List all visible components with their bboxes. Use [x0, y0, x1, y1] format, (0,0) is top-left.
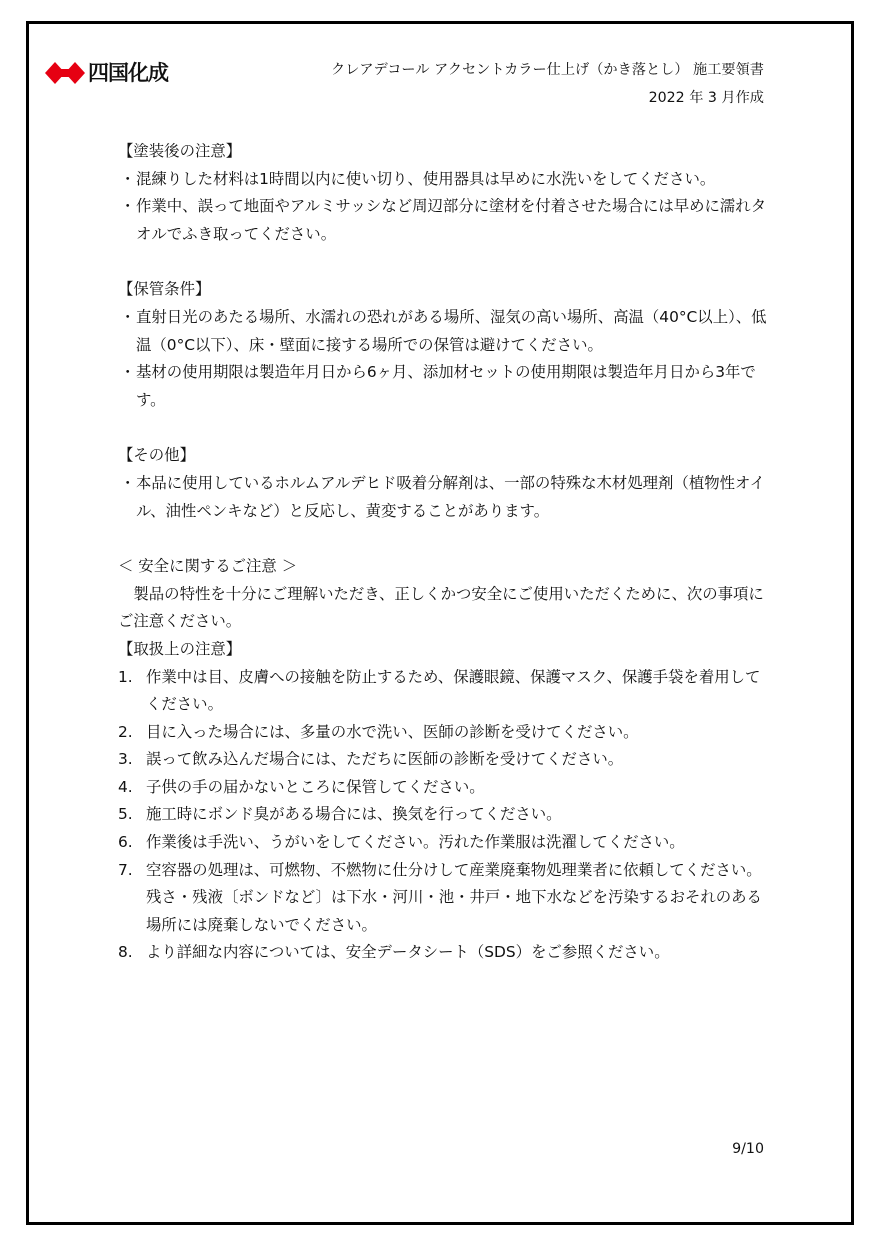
- safety-intro: 製品の特性を十分にご理解いただき、正しくかつ安全にご使用いただくために、次の事項にご注意ください。: [118, 584, 764, 631]
- list-item: 7. 空容器の処理は、可燃物、不燃物に仕分けして産業廃棄物処理業者に依頼してください。残さ・残液〔ボンドなど〕は下水・河川・池・井戸・地下水などを汚染するおそれのある場所には廃棄しないでください。: [118, 860, 762, 934]
- list-item: ・ 基材の使用期限は製造年月日から6ヶ月、添加材セットの使用期限は製造年月日から3年です。: [120, 363, 756, 409]
- list-item: 3. 誤って飲み込んだ場合には、ただちに医師の診断を受けてください。: [118, 750, 624, 769]
- safety-subtitle: 【取扱上の注意】: [118, 639, 242, 658]
- section-other: [118, 442, 770, 525]
- section-safety: [118, 553, 770, 967]
- safety-title: ＜ 安全に関するご注意 ＞: [118, 557, 298, 576]
- list-item: ・ 直射日光のあたる場所、水濡れの恐れがある場所、湿気の高い場所、高温（40°C以上）、低温（0°C以下）、床・壁面に接する場所での保管は避けてください。: [120, 307, 767, 354]
- list-item: 1. 作業中は目、皮膚への接触を防止するため、保護眼鏡、保護マスク、保護手袋を着用してください。: [118, 667, 761, 714]
- list-item: ・ 作業中、誤って地面やアルミサッシなど周辺部分に塗材を付着させた場合には早めに濡れタオルでふき取ってください。: [120, 197, 767, 243]
- section-title: 【保管条件】: [118, 280, 211, 299]
- document-date: 2022 年 3 月作成: [648, 90, 764, 106]
- company-name: 四国化成: [88, 61, 168, 85]
- numbered-list: [118, 664, 770, 968]
- list-item: 4. 子供の手の届かないところに保管してください。: [118, 777, 485, 796]
- document-body: [118, 138, 770, 967]
- section-storage: [118, 276, 770, 414]
- section-title: 【塗装後の注意】: [118, 142, 242, 160]
- section-after-painting: [118, 138, 770, 248]
- list-item: 6. 作業後は手洗い、うがいをしてください。汚れた作業服は洗濯してください。: [118, 833, 685, 852]
- document-title: クレアデコール アクセントカラー仕上げ（かき落とし） 施工要領書: [331, 62, 764, 78]
- bullet-list: [118, 166, 770, 249]
- bullet-list: [118, 470, 770, 525]
- list-item: ・ 混練りした材料は1時間以内に使い切り、使用器具は早めに水洗いをしてください。: [120, 169, 716, 188]
- company-logo: [45, 58, 168, 88]
- section-title: 【その他】: [118, 446, 195, 465]
- list-item: ・ 本品に使用しているホルムアルデヒド吸着分解剤は、一部の特殊な木材処理剤（植物性オイル、油性ペンキなど）と反応し、黄変することがあります。: [120, 473, 766, 520]
- logo-mark-icon: [45, 60, 85, 86]
- page-number: 9/10: [732, 1141, 764, 1157]
- document-header: [331, 56, 764, 112]
- bullet-list: [118, 304, 770, 414]
- list-item: 5. 施工時にボンド臭がある場合には、換気を行ってください。: [118, 805, 562, 824]
- list-item: 2. 目に入った場合には、多量の水で洗い、医師の診断を受けてください。: [118, 722, 639, 741]
- list-item: 8. より詳細な内容については、安全データシート（SDS）をご参照ください。: [118, 943, 670, 962]
